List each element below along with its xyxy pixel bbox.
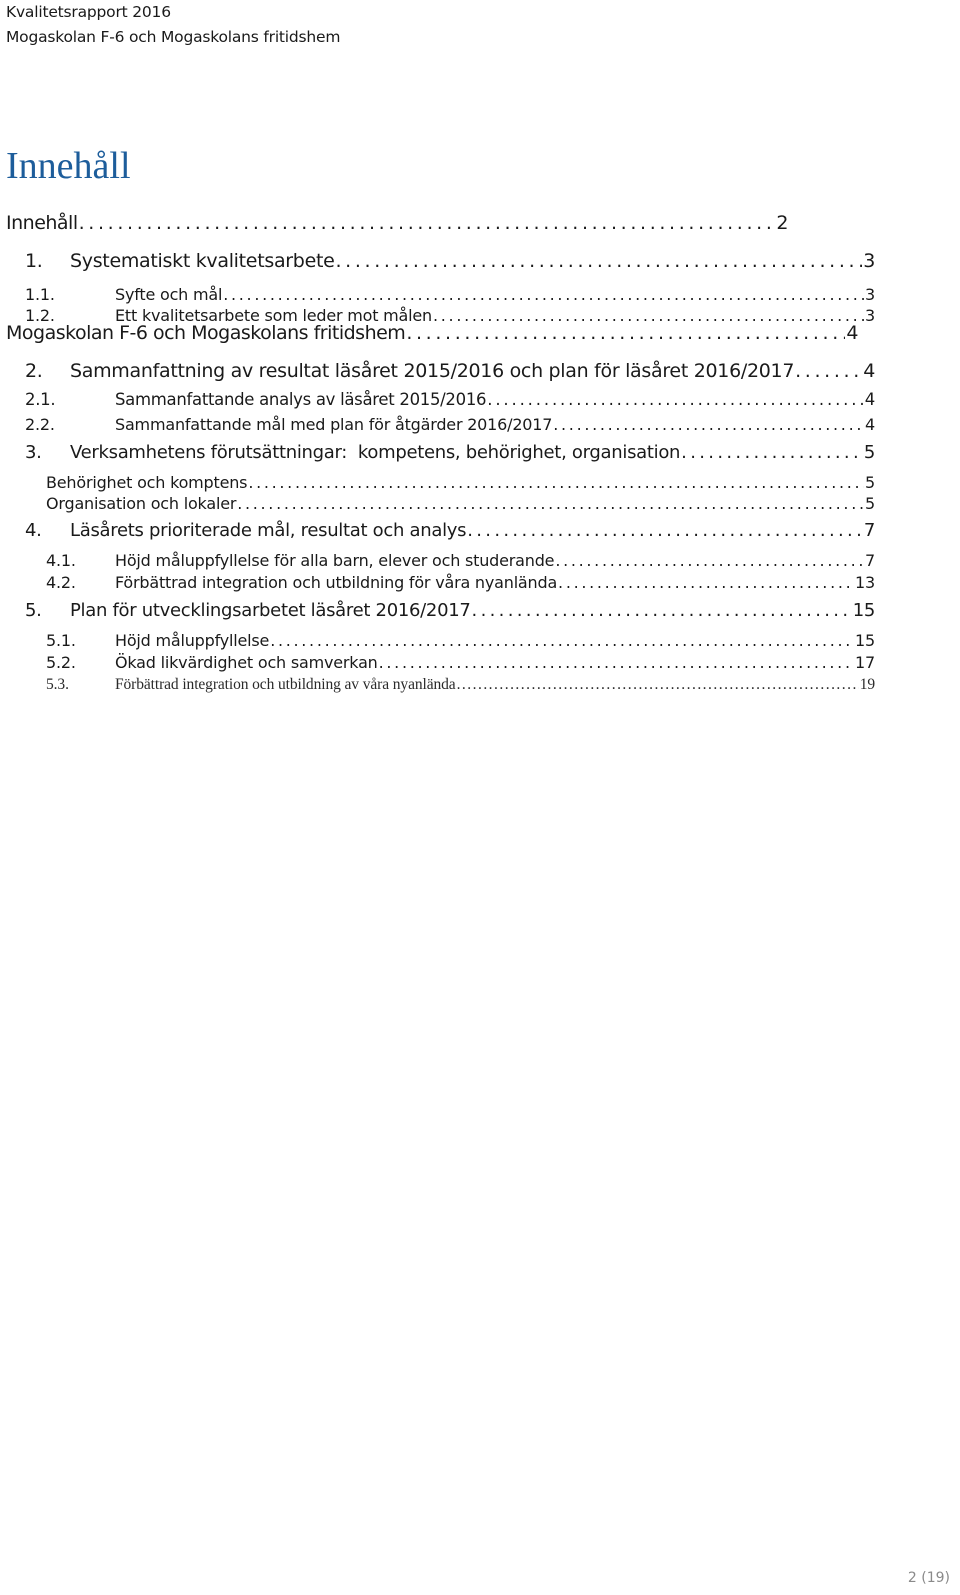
toc-entry-title: Mogaskolan F-6 och Mogaskolans fritidshem xyxy=(6,322,406,344)
toc-dot-leader xyxy=(472,600,852,621)
toc-entry-innehall[interactable] xyxy=(6,212,788,234)
toc-entry-title: Höjd måluppfyllelse xyxy=(115,631,270,650)
toc-page-number: 4 xyxy=(863,360,875,382)
toc-page-number: 2 xyxy=(776,212,788,234)
toc-entry-title: Ett kvalitetsarbete som leder mot målen xyxy=(115,306,432,325)
toc-dot-leader xyxy=(487,390,864,409)
toc-page-number: 4 xyxy=(846,322,858,344)
header-school-name: Mogaskolan F-6 och Mogaskolans fritidshem xyxy=(6,28,341,46)
toc-entry-number: 1. xyxy=(25,250,43,272)
toc-entry-title: Behörighet och komptens xyxy=(46,473,248,492)
toc-page-number: 4 xyxy=(864,390,875,409)
toc-entry-mogaskolan[interactable] xyxy=(6,322,858,344)
toc-page-number: 3 xyxy=(865,285,875,304)
toc-entry-number: 5. xyxy=(25,600,42,621)
toc-entry-2[interactable] xyxy=(25,360,875,382)
toc-entry-title: Läsårets prioriterade mål, resultat och analys xyxy=(70,520,467,541)
toc-entry-title: Plan för utvecklingsarbetet läsåret 2016/2017 xyxy=(70,600,471,621)
toc-entry-number: 1.1. xyxy=(25,285,55,304)
toc-page-number: 7 xyxy=(863,520,875,541)
toc-entry-number: 4.2. xyxy=(46,573,76,592)
toc-entry-number: 2. xyxy=(25,360,43,382)
toc-entry-number: 4. xyxy=(25,520,42,541)
toc-entry-number: 5.3. xyxy=(46,676,69,693)
toc-entry-1-1[interactable] xyxy=(25,285,875,304)
toc-entry-4-1[interactable] xyxy=(46,551,875,570)
toc-dot-leader xyxy=(795,360,862,382)
toc-entry-5[interactable] xyxy=(25,600,875,621)
toc-entry-title: Organisation och lokaler xyxy=(46,494,237,513)
toc-entry-5-1[interactable] xyxy=(46,631,875,650)
toc-dot-leader xyxy=(336,250,863,272)
toc-dot-leader xyxy=(79,212,776,234)
toc-dot-leader xyxy=(406,322,845,344)
toc-dot-leader xyxy=(379,653,854,672)
toc-entry-4-2[interactable] xyxy=(46,573,875,592)
toc-entry-2-1[interactable] xyxy=(25,390,875,409)
toc-page-number: 19 xyxy=(859,676,875,693)
toc-entry-number: 5.2. xyxy=(46,653,76,672)
toc-entry-5-2[interactable] xyxy=(46,653,875,672)
toc-page-number: 5 xyxy=(865,473,875,492)
toc-page-number: 5 xyxy=(863,442,875,463)
toc-dot-leader xyxy=(270,631,854,650)
toc-entry-title: Ökad likvärdighet och samverkan xyxy=(115,653,378,672)
toc-dot-leader xyxy=(248,473,864,492)
toc-dot-leader xyxy=(457,676,859,694)
toc-entry-title: Sammanfattande mål med plan för åtgärder 2016/2017 xyxy=(115,415,553,434)
toc-entry-title: Förbättrad integration och utbildning av våra nyanlända xyxy=(115,676,456,693)
toc-dot-leader xyxy=(237,494,864,513)
toc-entry-number: 2.2. xyxy=(25,415,55,434)
toc-entry-4[interactable] xyxy=(25,520,875,541)
toc-entry-number: 1.2. xyxy=(25,306,55,325)
toc-entry-organisation[interactable] xyxy=(46,494,875,513)
toc-page-number: 4 xyxy=(865,415,875,434)
toc-page-number: 3 xyxy=(865,306,875,325)
toc-entry-title: Sammanfattande analys av läsåret 2015/2016 xyxy=(115,390,487,409)
toc-page-number: 7 xyxy=(865,551,875,570)
toc-page-number: 13 xyxy=(855,573,875,592)
toc-heading: Innehåll xyxy=(6,145,131,187)
toc-entry-title: Verksamhetens förutsättningar: kompetens, behörighet, organisation xyxy=(70,442,681,463)
toc-dot-leader xyxy=(223,285,864,304)
toc-page-number: 3 xyxy=(863,250,875,272)
toc-page-number: 15 xyxy=(852,600,875,621)
toc-entry-number: 4.1. xyxy=(46,551,76,570)
toc-entry-title: Sammanfattning av resultat läsåret 2015/2016 och plan för läsåret 2016/2017 xyxy=(70,360,795,382)
toc-entry-number: 2.1. xyxy=(25,390,56,409)
toc-entry-title: Syfte och mål xyxy=(115,285,223,304)
toc-entry-number: 5.1. xyxy=(46,631,76,650)
toc-entry-title: Systematiskt kvalitetsarbete xyxy=(70,250,335,272)
page-header xyxy=(6,0,340,50)
toc-page-number: 15 xyxy=(855,631,875,650)
toc-dot-leader xyxy=(467,520,863,541)
page-number-footer: 2 (19) xyxy=(907,1570,950,1586)
toc-entry-5-3[interactable] xyxy=(46,676,875,694)
toc-page-number: 17 xyxy=(855,653,875,672)
toc-entry-number: 3. xyxy=(25,442,42,463)
toc-dot-leader xyxy=(681,442,863,463)
toc-entry-title: Höjd måluppfyllelse för alla barn, elever och studerande xyxy=(115,551,555,570)
toc-entry-1[interactable] xyxy=(25,250,875,272)
header-report-title: Kvalitetsrapport 2016 xyxy=(6,3,171,21)
toc-dot-leader xyxy=(553,415,864,434)
toc-page-number: 5 xyxy=(865,494,875,513)
toc-entry-title: Innehåll xyxy=(6,212,78,234)
toc-entry-3[interactable] xyxy=(25,442,875,463)
toc-entry-2-2[interactable] xyxy=(25,415,875,434)
toc-dot-leader xyxy=(558,573,854,592)
toc-entry-behorighet[interactable] xyxy=(46,473,875,492)
toc-entry-title: Förbättrad integration och utbildning för våra nyanlända xyxy=(115,573,558,592)
toc-dot-leader xyxy=(555,551,864,570)
